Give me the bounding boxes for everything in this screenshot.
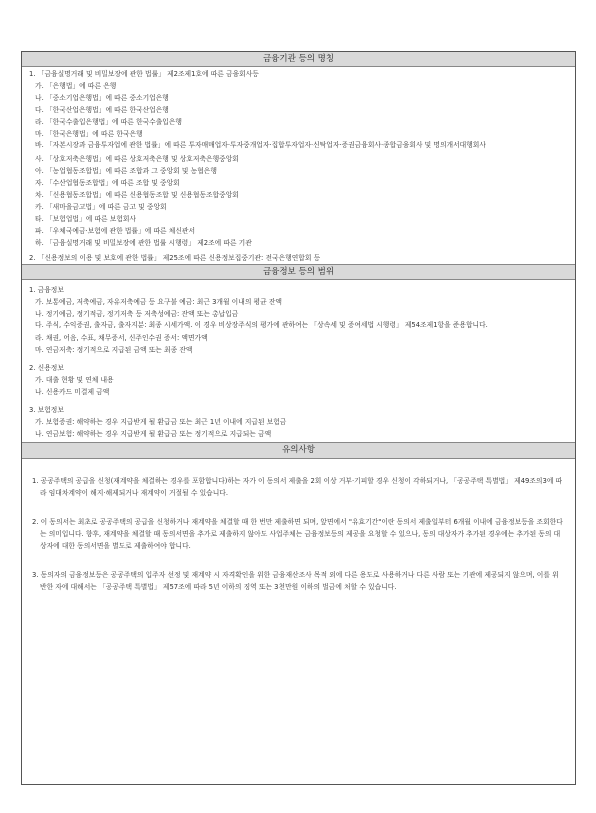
consent-form-back <box>21 51 576 785</box>
scope-list <box>22 280 575 443</box>
note-item: 2. 이 동의서는 최초로 공공주택의 공급을 신청하거나 재계약을 체결할 때 한 번만 제출하면 되며, 앞면에서 "유효기간"이란 동의서 제출일부터 6개월 이내에 금융정보등을 조회한다는 의미입니다. 향후, 재계약을 체결할 때 동의서면을 추가로 제출하지 않아도 사업주체는 금융정보등의 제공을 요청할 수 있으나, 동의 대상자가 추가된 경우에는 추가된 동의 대상자에 대한 동의서면을 별도로 제출하여야 합니다. <box>32 518 563 550</box>
note-item: 3. 동의자의 금융정보등은 공공주택의 입주자 선정 및 재계약 시 자격확인을 위한 금융재산조사 목적 외에 다른 용도로 사용하거나 다른 사람 또는 기관에 제공되지 않으며, 이를 위반한 자에 대해서는 「공공주택 특별법」 제57조에 따라 5년 이하의 징역 또는 3천만원 이하의 벌금에 처할 수 있습니다. <box>32 571 559 591</box>
note-item: 1. 공공주택의 공급을 신청(재계약을 체결하는 경우를 포함합니다)하는 자가 이 동의서 제출을 2회 이상 거부·기피할 경우 신청이 각하되거나, 「공공주택 특별법」 제49조의3에 따라 임대차계약이 해지·해제되거나 재계약이 거절될 수 있습니다. <box>32 477 563 497</box>
list-item: 바. 「자본시장과 금융투자업에 관한 법률」에 따른 투자매매업자·투자중개업자·집합투자업자·신탁업자·증권금융회사·종합금융회사 및 명의개서대행회사 <box>35 141 486 149</box>
section-title: 금융기관 등의 명칭 <box>262 54 335 64</box>
section-header-scope <box>22 264 575 280</box>
list-item: 마. 연금저축: 정기적으로 지급된 금액 또는 최종 잔액 <box>35 346 193 354</box>
list-item: 나. 정기예금, 정기적금, 정기저축 등 저축성예금: 잔액 또는 총납입금 <box>35 309 239 318</box>
list-item: 라. 채권, 어음, 수표, 채무증서, 신주인수권 증서: 액면가액 <box>35 334 208 342</box>
group-heading: 3. 보험정보 <box>29 406 64 414</box>
list-item: 1. 「금융실명거래 및 비밀보장에 관한 법률」 제2조제1호에 따른 금융회사등 <box>29 70 259 78</box>
list-item: 차. 「신용협동조합법」에 따른 신용협동조합 및 신용협동조합중앙회 <box>35 190 239 199</box>
section-title: 유의사항 <box>282 445 315 455</box>
list-item: 카. 「새마을금고법」에 따른 금고 및 중앙회 <box>35 202 167 211</box>
list-item: 가. 대출 현황 및 연체 내용 <box>35 376 114 384</box>
list-item: 다. 주식, 수익증권, 출자금, 출자지분: 최종 시세가액. 이 경우 비상장주식의 평가에 관하여는 「상속세 및 증여세법 시행령」 제54조제1항을 준용합니다. <box>35 320 488 329</box>
list-item: 나. 연금보험: 해약하는 경우 지급받게 될 환급금 또는 정기적으로 지급되는 금액 <box>35 430 272 438</box>
list-item: 자. 「수산업협동조합법」에 따른 조합 및 중앙회 <box>35 178 180 187</box>
section-title: 금융정보 등의 범위 <box>262 266 335 277</box>
section-header-institutions <box>22 52 575 67</box>
list-item: 나. 「중소기업은행법」에 따른 중소기업은행 <box>35 94 169 102</box>
list-item: 2. 「신용정보의 이용 및 보호에 관한 법률」 제25조에 따른 신용정보집중기관: 전국은행연합회 등 <box>29 253 321 262</box>
list-item: 가. 보험증권: 해약하는 경우 지급받게 될 환급금 또는 최근 1년 이내에 지급된 보험금 <box>35 418 287 426</box>
list-item: 나. 신용카드 미결제 금액 <box>35 388 110 396</box>
list-item: 다. 「한국산업은행법」에 따른 한국산업은행 <box>35 106 169 114</box>
group-heading: 2. 신용정보 <box>29 364 64 372</box>
list-item: 사. 「상호저축은행법」에 따른 상호저축은행 및 상호저축은행중앙회 <box>35 154 239 163</box>
section-header-notes <box>22 442 575 459</box>
list-item: 타. 「보험업법」에 따른 보험회사 <box>35 214 137 223</box>
institutions-list <box>22 67 575 264</box>
list-item: 하. 「금융실명거래 및 비밀보장에 관한 법률 시행령」 제2조에 따른 기관 <box>35 238 252 247</box>
list-item: 마. 「한국은행법」에 따른 한국은행 <box>35 130 143 138</box>
list-item: 라. 「한국수출입은행법」에 따른 한국수출입은행 <box>35 118 182 126</box>
list-item: 가. 「은행법」에 따른 은행 <box>35 82 117 90</box>
group-heading: 1. 금융정보 <box>29 285 64 294</box>
list-item: 파. 「우체국예금·보험에 관한 법률」에 따른 체신관서 <box>35 226 196 235</box>
list-item: 아. 「농업협동조합법」에 따른 조합과 그 중앙회 및 농협은행 <box>35 166 217 175</box>
list-item: 가. 보통예금, 저축예금, 자유저축예금 등 요구불 예금: 최근 3개월 이내의 평균 잔액 <box>35 297 282 306</box>
notes-list <box>22 459 575 593</box>
